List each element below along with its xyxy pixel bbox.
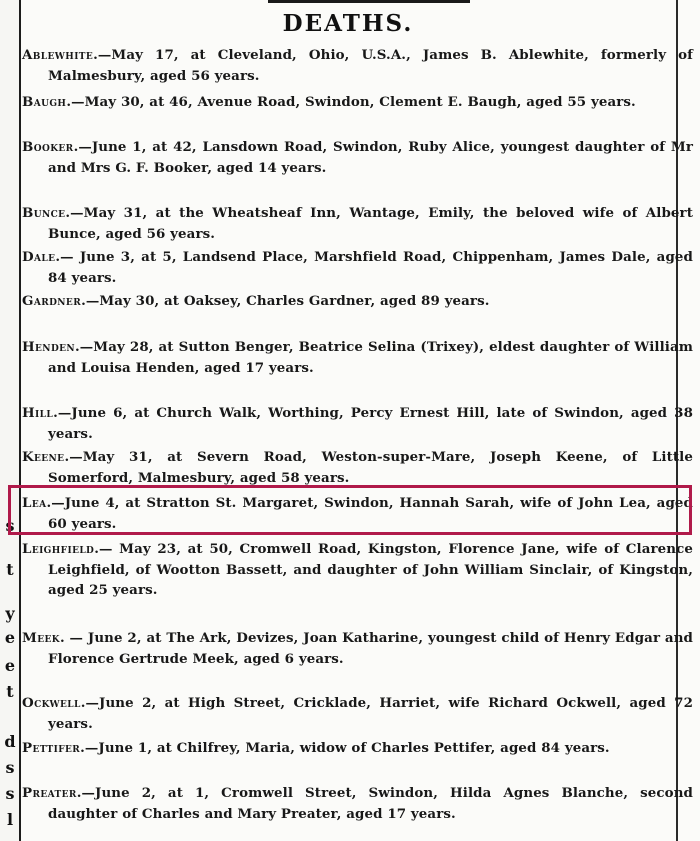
notice-text: .—May 17, at Cleveland, Ohio, U.S.A., James B. Ablewhite, formerly of Malmesbury, aged 56 years. <box>48 47 693 84</box>
notice-text: .—May 30, at Oaksey, Charles Gardner, aged 89 years. <box>81 293 490 309</box>
surname: Henden <box>22 339 76 355</box>
notice-text: .— June 3, at 5, Landsend Place, Marshfield Road, Chippenham, James Dale, aged 84 years. <box>48 249 693 286</box>
column-rule-left <box>19 0 21 841</box>
deaths-column <box>22 0 693 841</box>
death-notice <box>22 337 693 378</box>
death-notice <box>22 783 693 824</box>
adjacent-column-fragment: e <box>4 628 16 647</box>
death-notice <box>22 137 693 178</box>
adjacent-column-fragment: s <box>5 516 15 535</box>
highlight-box <box>8 485 692 535</box>
death-notice <box>22 92 693 113</box>
adjacent-column-fragment: d <box>4 732 16 751</box>
notice-text: .—June 2, at High Street, Cricklade, Harriet, wife Richard Ockwell, aged 72 years. <box>48 695 693 732</box>
adjacent-column-fragment: s <box>5 758 15 777</box>
adjacent-column-fragment: y <box>5 604 15 623</box>
death-notice <box>22 203 693 244</box>
notice-text: .—June 1, at Chilfrey, Maria, widow of Charles Pettifer, aged 84 years. <box>80 740 610 756</box>
adjacent-column-strip <box>0 0 20 841</box>
surname: Ockwell <box>22 695 81 711</box>
notice-text: .—May 31, at the Wheatsheaf Inn, Wantage, Emily, the beloved wife of Albert Bunce, aged 56 years. <box>48 205 693 242</box>
adjacent-column-fragment: t <box>6 682 14 701</box>
adjacent-column-fragment: s <box>5 784 15 803</box>
surname: Preater <box>22 785 77 801</box>
surname: Dale <box>22 249 56 265</box>
adjacent-column-fragment: e <box>4 656 16 675</box>
surname: Leighfield <box>22 541 95 557</box>
death-notice <box>22 693 693 734</box>
notice-text: .—June 2, at 1, Cromwell Street, Swindon, Hilda Agnes Blanche, second daughter of Charles and Mary Preater, aged 17 years. <box>48 785 693 822</box>
surname: Baugh <box>22 94 67 110</box>
surname: Gardner <box>22 293 82 309</box>
surname: Booker <box>22 139 74 155</box>
notice-text: .—June 6, at Church Walk, Worthing, Percy Ernest Hill, late of Swindon, aged 38 years. <box>48 405 693 442</box>
surname: Meek <box>22 630 60 646</box>
surname: Keene <box>22 449 65 465</box>
notice-text: .—May 30, at 46, Avenue Road, Swindon, Clement E. Baugh, aged 55 years. <box>66 94 636 110</box>
death-notice <box>22 447 693 488</box>
adjacent-column-fragment: l <box>6 810 14 829</box>
notice-text: .—June 4, at Stratton St. Margaret, Swindon, Hannah Sarah, wife of John Lea, aged 60 years. <box>46 495 693 532</box>
surname: Pettifer <box>22 740 81 756</box>
death-notice <box>22 628 693 669</box>
surname: Lea <box>22 495 47 511</box>
death-notice <box>22 738 693 759</box>
death-notice <box>22 539 693 601</box>
surname: Hill <box>22 405 54 421</box>
notice-text: . — June 2, at The Ark, Devizes, Joan Katharine, youngest child of Henry Edgar and Florence Gertrude Meek, aged 6 years. <box>48 630 693 667</box>
adjacent-column-fragment: t <box>6 560 14 579</box>
surname: Ablewhite <box>22 47 94 63</box>
notice-text: .—May 31, at Severn Road, Weston-super-Mare, Joseph Keene, of Little Somerford, Malmesbury, aged 58 years. <box>48 449 693 486</box>
section-heading: DEATHS. <box>282 10 414 37</box>
surname: Bunce <box>22 205 66 221</box>
notice-text: .—May 28, at Sutton Benger, Beatrice Selina (Trixey), eldest daughter of William and Louisa Henden, aged 17 years. <box>48 339 693 376</box>
death-notice <box>22 403 693 444</box>
death-notice <box>22 45 693 86</box>
notice-text: .—June 1, at 42, Lansdown Road, Swindon, Ruby Alice, youngest daughter of Mr and Mrs G. F. Booker, aged 14 years. <box>48 139 693 176</box>
death-notice <box>22 291 693 312</box>
death-notice <box>22 247 693 288</box>
notice-text: .— May 23, at 50, Cromwell Road, Kingston, Florence Jane, wife of Clarence Leighfield, of Wootton Bassett, and daughter of John William Sinclair, of Kingston, aged 25 years. <box>48 541 693 598</box>
